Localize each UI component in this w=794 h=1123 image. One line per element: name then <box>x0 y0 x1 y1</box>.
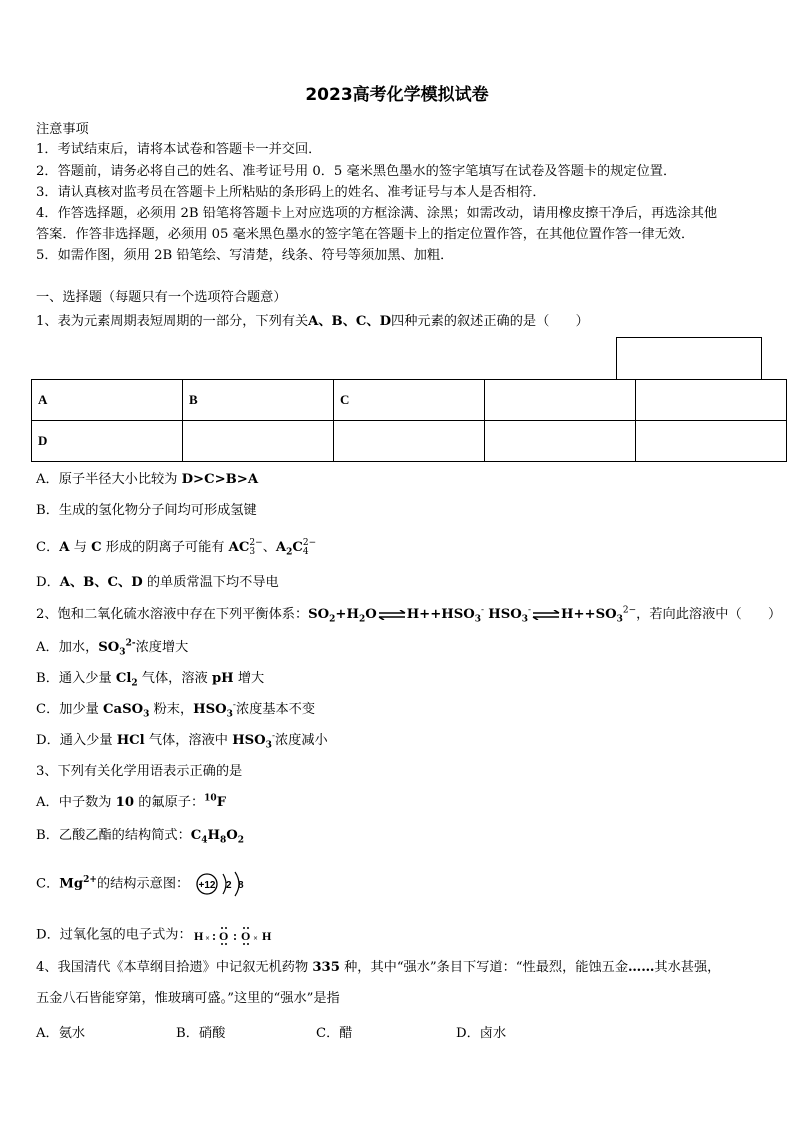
formula-sup: - <box>528 605 532 616</box>
shell-label: 2 <box>226 880 232 891</box>
option-formula: C <box>190 828 202 843</box>
q4-text: 4、我国清代《本草纲目拾遗》中记叙无机药物 <box>36 960 313 975</box>
option-formula: SO <box>98 640 120 655</box>
option-text: C． <box>36 540 60 555</box>
table-cell <box>636 380 787 421</box>
q4-number: 335 <box>312 960 340 975</box>
option-formula: AC <box>228 540 250 555</box>
option-text: C．加少量 <box>36 702 104 717</box>
ion-structure-diagram-icon <box>193 870 251 898</box>
ion-sub: 3 <box>249 546 256 557</box>
table-cell: C <box>334 380 485 421</box>
option-text: 浓度增大 <box>135 640 189 655</box>
ion-sup: 2− <box>302 537 317 548</box>
ion-charge <box>249 539 262 557</box>
formula-sub: 3 <box>143 709 150 720</box>
table-cell: A <box>32 380 183 421</box>
note-item: 1．考试结束后，请将本试卷和答题卡一并交回． <box>36 142 322 157</box>
nucleus-label: +12 <box>198 880 216 891</box>
q4-option-d: D．卤水 <box>456 1026 507 1041</box>
atom-h: H <box>261 929 271 943</box>
option-text: 、 <box>262 540 276 555</box>
atom-o: O <box>218 929 228 943</box>
option-text: A．中子数为 <box>36 795 116 810</box>
option-formula: C <box>91 540 102 555</box>
formula-sub: 2 <box>131 678 138 689</box>
formula-sub: 2 <box>358 614 366 625</box>
q4-ellipsis: …… <box>628 960 655 975</box>
option-formula: Cl <box>115 671 132 686</box>
option-formula: pH <box>211 671 234 686</box>
periodic-table <box>31 379 787 462</box>
ion-sub: 4 <box>302 546 309 557</box>
q1-option-a <box>36 470 258 490</box>
formula-sup: 10 <box>204 793 217 804</box>
option-text: 与 <box>69 540 92 555</box>
option-formula: HSO <box>232 733 266 748</box>
q3-stem: 3、下列有关化学用语表示正确的是 <box>36 764 243 779</box>
note-item: 2．答题前，请务必将自己的姓名、准考证号用 0．5 毫米黑色墨水的签字笔填写在试卷及答题卡的规定位置． <box>36 164 677 179</box>
q1-stem <box>36 312 589 332</box>
table-cell <box>485 380 636 421</box>
q1-option-c <box>36 538 316 558</box>
option-formula: D>C>B>A <box>181 472 259 487</box>
q4-option-b: B．硝酸 <box>176 1026 226 1041</box>
formula-sub: 8 <box>220 835 227 846</box>
table-cell: B <box>183 380 334 421</box>
q2-stem <box>36 605 781 625</box>
option-formula: CaSO <box>103 702 144 717</box>
q3-option-c <box>36 870 251 898</box>
option-formula: F <box>216 795 227 810</box>
option-text: 粉末， <box>149 702 194 717</box>
periodic-table-top-cell <box>616 337 762 379</box>
q2-stem-post: ，若向此溶液中（ ） <box>636 607 782 622</box>
q2-option-d <box>36 731 328 751</box>
svg-text:×: × <box>204 935 210 942</box>
option-formula: A <box>59 540 70 555</box>
option-text: 的单质常温下均不导电 <box>142 575 279 590</box>
section-heading: 一、选择题（每题只有一个选项符合题意） <box>36 290 287 305</box>
formula-sup: - <box>271 731 275 742</box>
option-formula: A、B、C、D <box>59 575 143 590</box>
formula: H++HSO <box>406 607 475 622</box>
formula: HSO <box>488 607 522 622</box>
note-item: 3．请认真核对监考员在答题卡上所粘贴的条形码上的姓名、准考证号与本人是否相符． <box>36 185 546 200</box>
option-text: 气体，溶液 <box>137 671 212 686</box>
option-formula: HCl <box>116 733 145 748</box>
atom-h: H <box>193 929 203 943</box>
option-text: C． <box>36 876 60 892</box>
note-item: 5．如需作图，须用 2B 铅笔绘、写清楚，线条、符号等须加黑、加粗． <box>36 248 454 263</box>
note-item: 4．作答选择题，必须用 2B 铅笔将答题卡上对应选项的方框涂满、涂黑；如需改动，请用橡皮擦干净后，再选涂其他 <box>36 206 718 221</box>
option-formula: 10 <box>115 795 135 810</box>
table-cell <box>334 421 485 462</box>
page-title: 2023高考化学模拟试卷 <box>305 85 489 105</box>
q4-option-c: C．醋 <box>316 1026 353 1041</box>
q2-option-a <box>36 638 188 658</box>
formula-sub: 3 <box>226 709 233 720</box>
option-formula: C <box>292 540 303 555</box>
formula-sup: - <box>232 700 236 711</box>
option-text: 气体，溶液中 <box>144 733 233 748</box>
q2-option-c <box>36 700 315 720</box>
option-text: D． <box>36 575 60 590</box>
formula-sup: 2- <box>125 638 136 649</box>
electron-formula-icon <box>192 924 278 946</box>
option-text: 的氟原子： <box>134 795 205 810</box>
option-text: 浓度基本不变 <box>235 702 316 717</box>
formula: +H <box>335 607 359 622</box>
ion-sup: 2− <box>249 537 263 548</box>
q4-line1 <box>36 958 720 978</box>
formula: H++SO <box>561 607 617 622</box>
equilibrium-arrow-icon <box>378 610 406 620</box>
formula: O <box>365 607 377 622</box>
equilibrium-arrow-icon <box>532 610 560 620</box>
note-item: 答案．作答非选择题，必须用 05 毫米黑色墨水的签字笔在答题卡上的指定位置作答，在其他位置作答一律无效． <box>36 227 695 242</box>
shell-label: 8 <box>238 880 244 891</box>
option-formula: O <box>226 828 238 843</box>
formula-sub: 3 <box>474 614 481 625</box>
q4-line2: 五金八石皆能穿第，惟玻璃可盛。”这里的“强水”是指 <box>36 991 340 1006</box>
q1-option-b: B．生成的氢化物分子间均可形成氢键 <box>36 503 257 518</box>
formula-sub: 3 <box>119 647 126 658</box>
option-text: B．通入少量 <box>36 671 116 686</box>
formula-sub: 3 <box>616 614 623 625</box>
formula-sub: 3 <box>265 740 272 751</box>
option-text: D．通入少量 <box>36 733 117 748</box>
formula-sup: 2+ <box>83 875 97 886</box>
q3-option-b <box>36 826 244 846</box>
option-text: A．原子半径大小比较为 <box>36 472 182 487</box>
q4-text: 其水甚强， <box>654 960 721 975</box>
q2-option-b <box>36 669 264 689</box>
option-formula: Mg <box>59 876 84 892</box>
option-sub: 2 <box>286 547 293 558</box>
svg-text:×: × <box>252 935 258 942</box>
formula: SO <box>308 607 330 622</box>
formula-sub: 2 <box>329 614 336 625</box>
q1-option-d <box>36 573 279 593</box>
table-cell <box>485 421 636 462</box>
q4-text: 种，其中“强水”条目下写道：“性最烈，能蚀五金 <box>339 960 629 975</box>
table-row <box>32 421 787 462</box>
option-text: B．乙酸乙酯的结构简式： <box>36 828 191 843</box>
notes-heading: 注意事项 <box>36 122 89 137</box>
option-text: 形成的阴离子可能有 <box>101 540 229 555</box>
formula-sub: 4 <box>201 835 208 846</box>
formula-sub: 3 <box>521 614 528 625</box>
option-formula: HSO <box>193 702 227 717</box>
table-cell <box>183 421 334 462</box>
option-text: 增大 <box>233 671 265 686</box>
table-row <box>32 380 787 421</box>
q1-stem-bold: A、B、C、D <box>308 314 392 329</box>
q3-option-d <box>36 924 278 946</box>
ion-charge <box>303 539 316 557</box>
q3-option-a <box>36 793 226 813</box>
formula-sup: 2− <box>622 605 637 616</box>
option-text: 浓度减小 <box>274 733 328 748</box>
atom-o: O <box>240 929 250 943</box>
formula-sub: 2 <box>237 835 245 846</box>
q2-stem-pre: 2、饱和二氧化硫水溶液中存在下列平衡体系： <box>36 607 309 622</box>
q4-option-a: A．氨水 <box>36 1026 86 1041</box>
table-cell: D <box>32 421 183 462</box>
q1-stem-pre: 1、表为元素周期表短周期的一部分，下列有关 <box>36 314 309 329</box>
option-formula: A <box>275 540 287 555</box>
q1-stem-post: 四种元素的叙述正确的是（ ） <box>391 314 589 329</box>
option-text: D．过氧化氢的电子式为： <box>36 927 192 943</box>
table-cell <box>636 421 787 462</box>
formula-sup: - <box>481 605 485 616</box>
option-text: 的结构示意图： <box>96 876 190 892</box>
option-formula: H <box>207 828 220 843</box>
option-text: A．加水， <box>36 640 99 655</box>
